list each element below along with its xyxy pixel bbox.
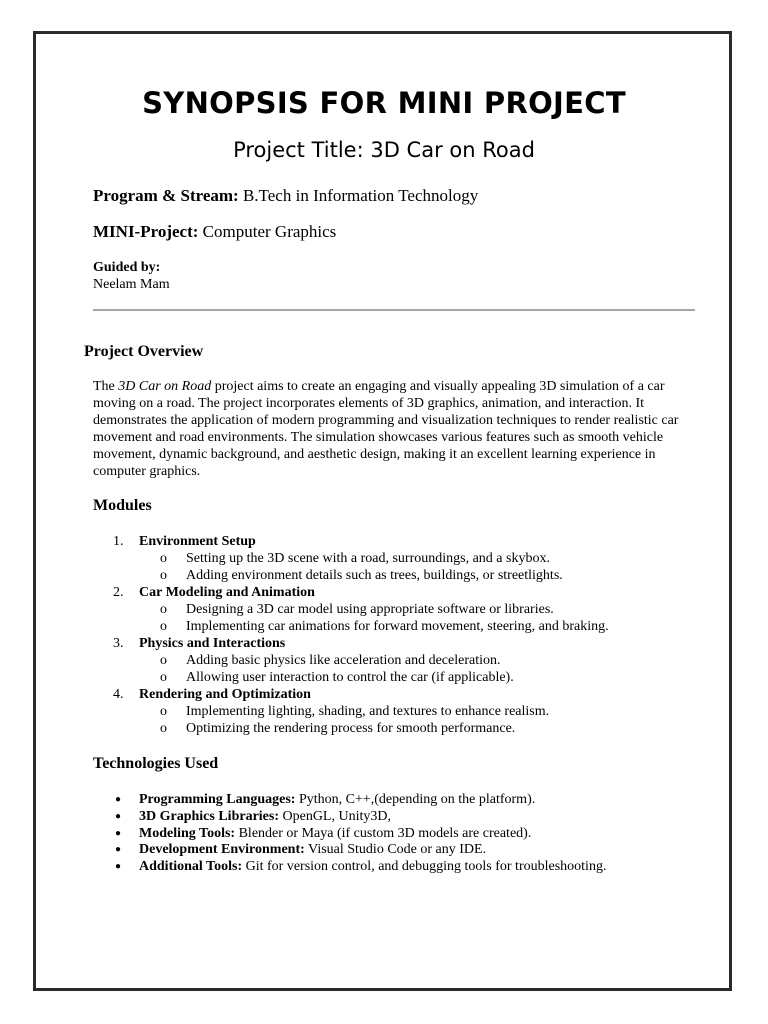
technologies-heading: Technologies Used bbox=[93, 755, 219, 772]
divider bbox=[93, 309, 695, 311]
module-subitem-text: Adding environment details such as trees, buildings, or streetlights. bbox=[186, 568, 563, 583]
bullet-icon: ● bbox=[115, 794, 122, 805]
tech-label: 3D Graphics Libraries: bbox=[139, 808, 279, 824]
bullet-icon: ● bbox=[115, 844, 122, 856]
module-subitem bbox=[113, 618, 609, 635]
overview-paragraph bbox=[93, 378, 698, 481]
module-subitem-text: Implementing lighting, shading, and textures to enhance realism. bbox=[186, 704, 550, 719]
tech-item bbox=[113, 809, 606, 826]
module-subitem bbox=[113, 669, 609, 686]
mini-project-label: MINI-Project: bbox=[93, 222, 199, 241]
module-subitem-text: Allowing user interaction to control the car (if applicable). bbox=[186, 670, 514, 685]
overview-project-name: 3D Car on Road bbox=[118, 379, 212, 394]
module-subitem-text: Implementing car animations for forward movement, steering, and braking. bbox=[186, 619, 609, 634]
technologies-list bbox=[113, 792, 606, 876]
sub-marker: o bbox=[160, 704, 167, 719]
bullet-icon: ● bbox=[115, 861, 122, 873]
module-subitem-text: Designing a 3D car model using appropriate software or libraries. bbox=[186, 602, 554, 617]
module-item bbox=[113, 686, 609, 703]
module-item bbox=[113, 635, 609, 652]
mini-project-value: Computer Graphics bbox=[198, 222, 337, 241]
modules-list bbox=[113, 533, 609, 737]
module-subitem bbox=[113, 652, 609, 669]
modules-heading: Modules bbox=[93, 497, 152, 514]
module-item bbox=[113, 584, 609, 601]
bullet-icon: ● bbox=[115, 810, 122, 822]
document-title: SYNOPSIS FOR MINI PROJECT bbox=[142, 86, 626, 120]
module-subitem-text: Optimizing the rendering process for smooth performance. bbox=[186, 721, 516, 736]
module-subitem-text: Setting up the 3D scene with a road, surroundings, and a skybox. bbox=[186, 551, 550, 566]
tech-value: Git for version control, and debugging tools for troubleshooting. bbox=[242, 859, 607, 875]
sub-marker: o bbox=[160, 551, 167, 566]
module-subitem-text: Adding basic physics like acceleration and deceleration. bbox=[186, 653, 501, 668]
module-subitem bbox=[113, 550, 609, 567]
sub-marker: o bbox=[160, 653, 167, 668]
module-subitem bbox=[113, 567, 609, 584]
sub-marker: o bbox=[160, 670, 167, 685]
bullet-icon: ● bbox=[115, 827, 122, 839]
sub-marker: o bbox=[160, 602, 167, 617]
tech-item bbox=[113, 859, 606, 876]
module-subitem bbox=[113, 703, 609, 720]
tech-label: Programming Languages: bbox=[139, 792, 296, 807]
tech-label: Modeling Tools: bbox=[139, 825, 236, 841]
tech-item bbox=[113, 842, 606, 859]
sub-marker: o bbox=[160, 619, 167, 634]
module-number: 2. bbox=[113, 585, 124, 600]
tech-value: Visual Studio Code or any IDE. bbox=[304, 842, 487, 858]
tech-label: Additional Tools: bbox=[139, 859, 243, 875]
sub-marker: o bbox=[160, 721, 167, 736]
tech-item bbox=[113, 792, 606, 809]
module-title: Physics and Interactions bbox=[139, 636, 286, 651]
program-stream-value: B.Tech in Information Technology bbox=[238, 186, 479, 205]
module-item bbox=[113, 533, 609, 550]
overview-intro: The bbox=[93, 379, 119, 394]
tech-label: Development Environment: bbox=[139, 842, 305, 858]
module-title: Car Modeling and Animation bbox=[139, 585, 315, 600]
module-subitem bbox=[113, 720, 609, 737]
overview-body: project aims to create an engaging and visually appealing 3D simulation of a car moving on a road. The project incorporates elements of 3D graphics, animation, and interaction. It demonstrates the application of modern programming and visualization techniques to render realistic car movement and road environments. The simulation showcases various features such as smooth vehicle movement, dynamic background, and aesthetic design, making it an excellent learning experience in computer graphics. bbox=[93, 379, 679, 480]
tech-value: Blender or Maya (if custom 3D models are created). bbox=[235, 825, 532, 841]
mini-project bbox=[93, 222, 336, 242]
sub-marker: o bbox=[160, 568, 167, 583]
module-title: Environment Setup bbox=[139, 534, 256, 549]
program-stream-label: Program & Stream: bbox=[93, 186, 239, 205]
tech-value: Python, C++,(depending on the platform). bbox=[295, 792, 536, 807]
project-title: Project Title: 3D Car on Road bbox=[233, 138, 535, 162]
module-number: 1. bbox=[113, 534, 124, 549]
guided-by-label: Guided by: bbox=[93, 260, 161, 275]
module-number: 3. bbox=[113, 636, 124, 651]
program-stream bbox=[93, 186, 478, 206]
tech-item bbox=[113, 826, 606, 843]
tech-value: OpenGL, Unity3D, bbox=[279, 808, 391, 824]
module-number: 4. bbox=[113, 687, 124, 702]
guided-by-name: Neelam Mam bbox=[93, 277, 170, 292]
module-subitem bbox=[113, 601, 609, 618]
module-title: Rendering and Optimization bbox=[139, 687, 311, 702]
overview-heading: Project Overview bbox=[84, 343, 204, 360]
